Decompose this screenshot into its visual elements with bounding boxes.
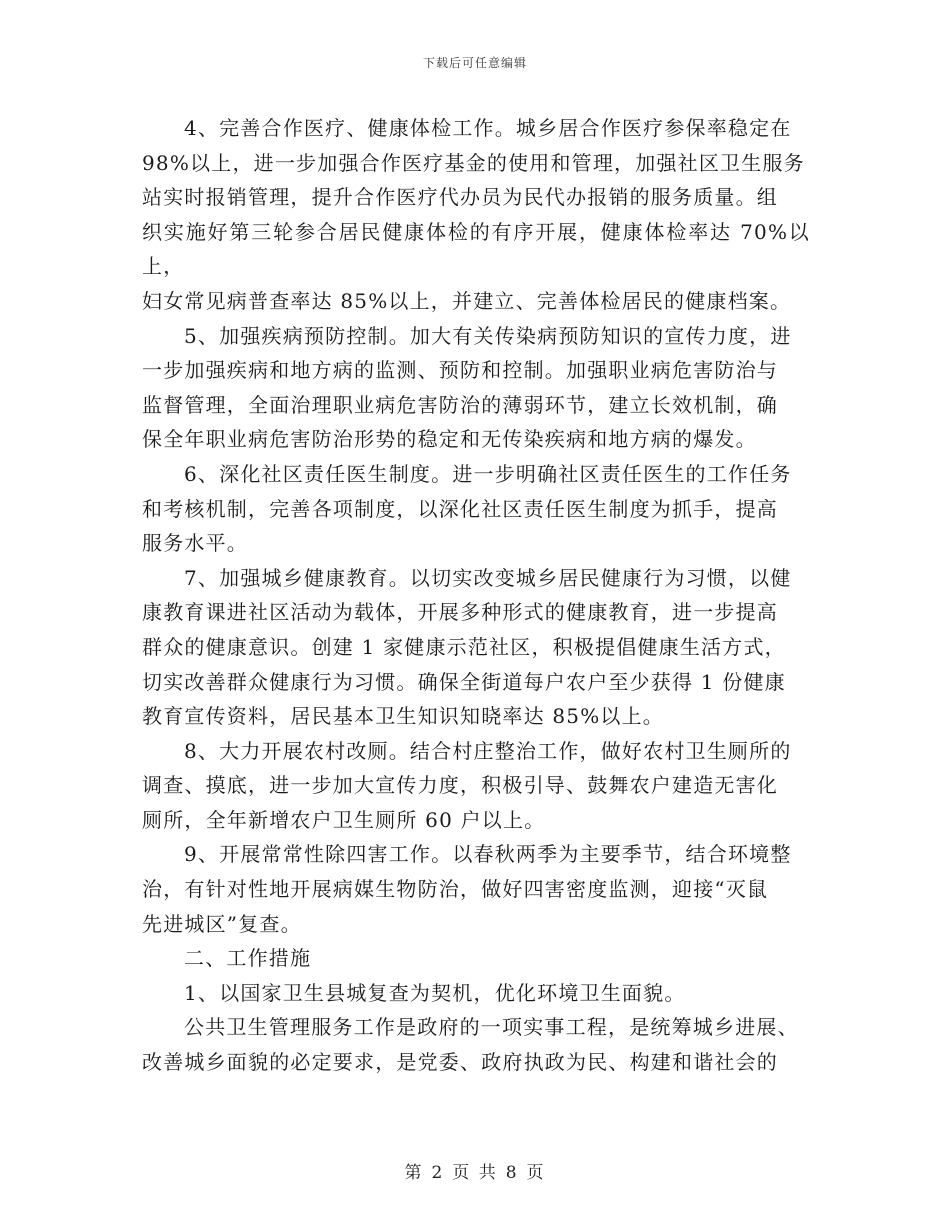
current-page-number: 2	[431, 1163, 445, 1183]
text-line: 站实时报销管理，提升合作医疗代办员为民代办报销的服务质量。组	[142, 185, 778, 210]
text-line: 和考核机制，完善各项制度，以深化社区责任医生制度为抓手，提高	[142, 496, 778, 521]
paragraph-item-8	[142, 734, 810, 838]
paragraph-item-7	[142, 561, 810, 734]
text-line: 9、开展常常性除四害工作。以春秋两季为主要季节，结合环境整	[184, 842, 792, 867]
page-header: 下载后可任意编辑	[422, 56, 527, 70]
text-line: 8、大力开展农村改厕。结合村庄整治工作，做好农村卫生厕所的	[184, 738, 792, 763]
text-line: 二、工作措施	[184, 946, 312, 971]
text-line: 治，有针对性地开展病媒生物防治，做好四害密度监测，迎接“灭鼠	[142, 877, 769, 902]
text-line: 一步加强疾病和地方病的监测、预防和控制。加强职业病危害防治与	[142, 358, 778, 383]
text-line: 5、加强疾病预防控制。加大有关传染病预防知识的宣传力度，进	[184, 323, 792, 348]
text-line: 教育宣传资料，居民基本卫生知识知晓率达 85%以上。	[142, 704, 665, 729]
text-line: 厕所，全年新增农户卫生厕所 60 户以上。	[142, 807, 546, 832]
footer-prefix: 第	[404, 1163, 424, 1183]
text-line: 切实改善群众健康行为习惯。确保全街道每户农户至少获得 1 份健康	[142, 669, 786, 694]
paragraph-item-9	[142, 837, 810, 941]
text-line: 7、加强城乡健康教育。以切实改变城乡居民健康行为习惯，以健	[184, 565, 792, 590]
paragraph-public-health	[142, 1010, 810, 1079]
text-line: 6、深化社区责任医生制度。进一步明确社区责任医生的工作任务	[184, 461, 792, 486]
paragraph-item-6	[142, 457, 810, 561]
text-line: 康教育课进社区活动为载体，开展多种形式的健康教育，进一步提高	[142, 600, 778, 625]
total-page-number: 8	[505, 1163, 519, 1183]
document-body	[142, 111, 810, 1080]
text-line: 1、以国家卫生县城复查为契机，优化环境卫生面貌。	[184, 980, 686, 1005]
page-footer	[0, 1158, 950, 1183]
text-line: 改善城乡面貌的必定要求，是党委、政府执政为民、构建和谐社会的	[142, 1050, 778, 1075]
text-line: 先进城区”复查。	[142, 911, 302, 936]
text-line: 调查、摸底，进一步加大宣传力度，积极引导、鼓舞农户建造无害化	[142, 773, 778, 798]
text-line: 群众的健康意识。创建 1 家健康示范社区，积极提倡健康生活方式，	[142, 634, 786, 659]
text-line: 监督管理，全面治理职业病危害防治的薄弱环节，建立长效机制，确	[142, 392, 778, 417]
text-line: 4、完善合作医疗、健康体检工作。城乡居合作医疗参保率稳定在	[184, 116, 792, 140]
footer-middle: 页 共	[452, 1163, 498, 1183]
paragraph-item-5	[142, 319, 810, 457]
measure-item-1	[142, 976, 810, 1011]
footer-suffix: 页	[526, 1163, 546, 1183]
text-line: 妇女常见病普查率达 85%以上，并建立、完善体检居民的健康档案。	[142, 288, 792, 313]
text-line: 98%以上，进一步加强合作医疗基金的使用和管理，加强社区卫生服务	[142, 150, 805, 175]
section-heading	[142, 941, 810, 976]
paragraph-item-4	[142, 111, 810, 319]
text-line: 保全年职业病危害防治形势的稳定和无传染疾病和地方病的爆发。	[142, 427, 757, 452]
text-line: 服务水平。	[142, 531, 248, 556]
text-line: 织实施好第三轮参合居民健康体检的有序开展，健康体检率达 70%以上，	[142, 219, 810, 279]
text-line: 公共卫生管理服务工作是政府的一项实事工程，是统筹城乡进展、	[184, 1015, 799, 1040]
